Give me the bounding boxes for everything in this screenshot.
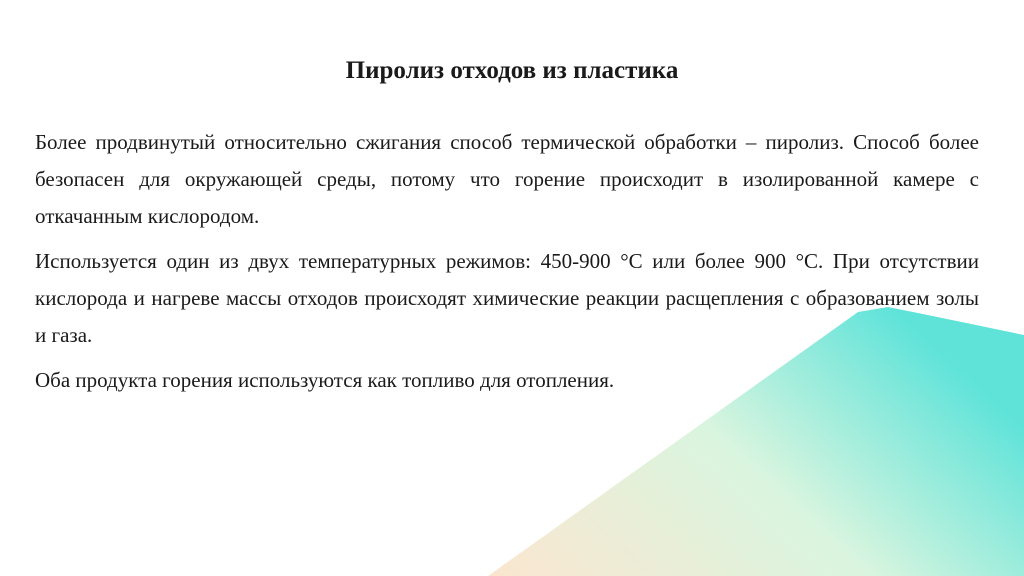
- paragraph-pyrolysis-intro: Более продвинутый относительно сжигания способ термической обработки – пиролиз. Способ более безопасен для окружающей среды, потому что горение происходит в изолированной камере с откачанным кислородом.: [35, 130, 979, 228]
- paragraph-fuel-usage: Оба продукта горения используются как топливо для отопления.: [35, 368, 615, 392]
- paragraph-temperature-modes: Используется один из двух температурных режимов: 450-900 °С или более 900 °С. При отсутствии кислорода и нагреве массы отходов происходят химические реакции расщепления с образованием золы и газа.: [35, 249, 979, 347]
- slide-body: [35, 124, 979, 407]
- slide-title: Пиролиз отходов из пластика: [345, 57, 679, 84]
